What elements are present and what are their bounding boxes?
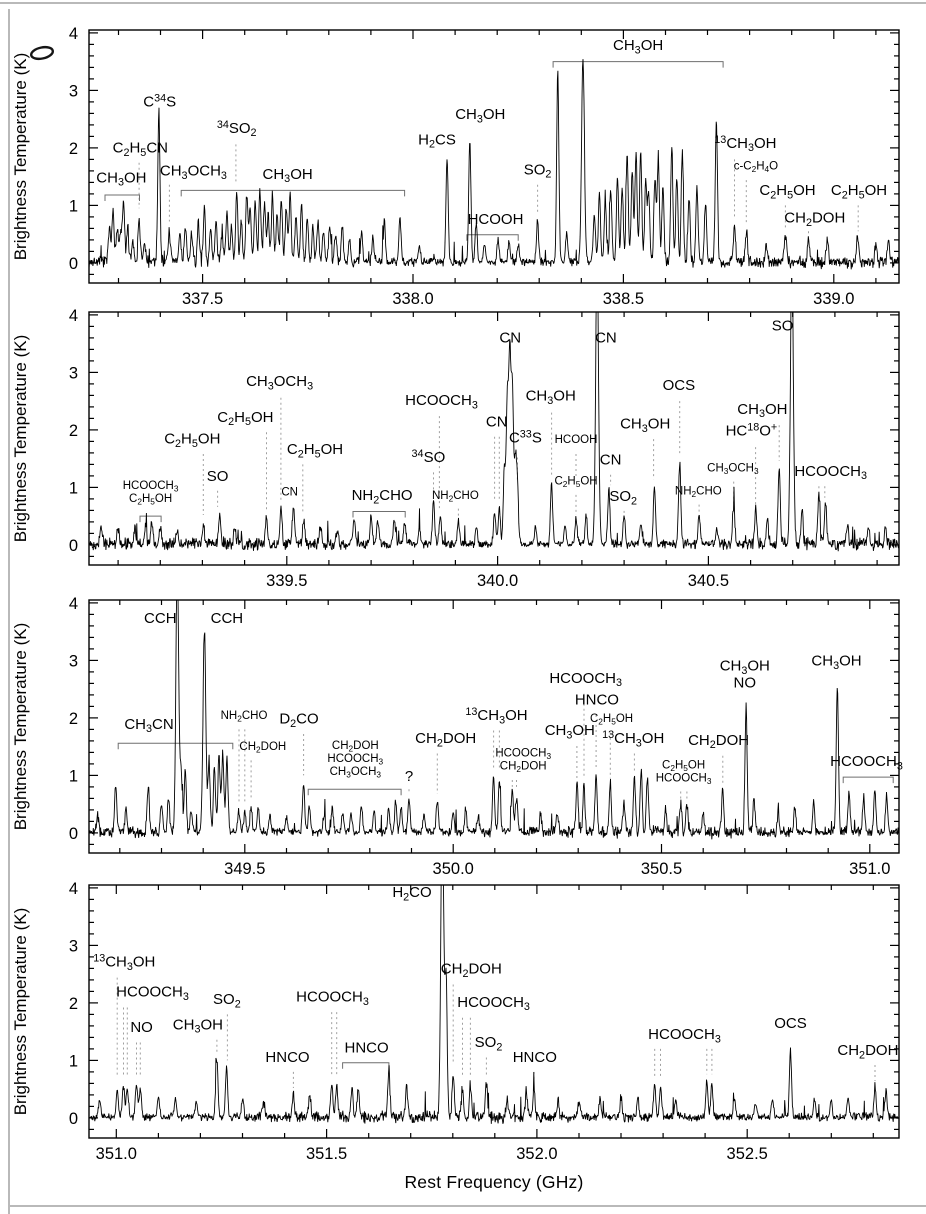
molecule-label: $HCOOCH_3$	[794, 462, 868, 483]
molecule-label: $CH_2DOH$	[688, 731, 750, 752]
molecule-label: $CH_3CN$	[124, 715, 174, 736]
x-tick-label: 339.5	[266, 572, 308, 590]
y-axis-title: Brightness Temperature (K)	[11, 622, 30, 831]
x-tick-label: 340.5	[687, 572, 730, 590]
axis-ticks	[89, 30, 899, 283]
y-tick-label: 0	[68, 254, 78, 273]
y-tick-label: 3	[68, 937, 78, 956]
spectrum-panel-3	[11, 568, 903, 878]
x-tick-label: 349.5	[224, 860, 266, 878]
molecule-label: $HCOOCH_3$	[655, 772, 712, 786]
x-axis-title: Rest Frequency (GHz)	[404, 1172, 584, 1192]
molecule-label: $CH_2DOH$	[239, 741, 287, 755]
x-tick-label: 352.5	[726, 1145, 768, 1163]
y-tick-label: 1	[68, 767, 78, 786]
range-brackets	[105, 62, 723, 241]
molecule-label: $CH_2DOH$	[440, 960, 502, 980]
x-tick-label: 338.5	[602, 290, 645, 308]
molecule-label: $H_2CO$	[392, 884, 432, 904]
y-tick-label: 4	[68, 879, 78, 898]
molecule-label: $C_2H_5OH$	[662, 759, 706, 773]
molecule-label: $^{34}$SO	[411, 448, 446, 467]
y-tick-label: 0	[68, 824, 78, 843]
molecule-label: $H_2CS$	[418, 131, 456, 151]
molecule-label: $HCOOCH_3$	[116, 983, 189, 1003]
molecule-label: $^{13}CH_3OH$	[714, 133, 777, 155]
y-tick-label: 4	[68, 24, 78, 43]
molecule-label: $C_2H_5OH$	[554, 475, 598, 489]
axis-ticks	[89, 885, 899, 1138]
spectrum-panel-1	[11, 25, 899, 308]
molecule-label: $CH_3OCH_3$	[329, 765, 382, 780]
molecule-label: CN	[595, 329, 617, 347]
spectrum-panel-2	[11, 254, 899, 590]
molecule-label: CN	[599, 451, 622, 469]
molecule-label: $CH_3OH$	[455, 106, 506, 126]
molecule-label: $^{13}CH_3OH$	[93, 952, 156, 973]
molecule-label: $CH_2DOH$	[331, 739, 379, 754]
molecule-label: HCOOH	[467, 210, 524, 228]
range-brackets	[140, 512, 405, 523]
molecule-label: CN	[499, 329, 522, 347]
range-brackets	[343, 1063, 389, 1069]
x-tick-label: 351.0	[95, 1145, 137, 1163]
molecule-label: HNCO	[344, 1039, 389, 1057]
molecule-label: $C_2H_5OH$	[759, 182, 816, 202]
molecule-label: $HCOOCH_3$	[495, 747, 552, 761]
molecule-label: $CH_3OCH_3$	[159, 162, 227, 182]
molecule-label: $HCOOCH_3$	[648, 1026, 721, 1046]
x-tick-label: 338.0	[392, 290, 434, 308]
x-tick-label: 352.0	[516, 1145, 558, 1163]
molecule-label: $SO_2$	[213, 991, 241, 1011]
bracket	[105, 195, 140, 201]
x-tick-label: 351.0	[849, 860, 891, 878]
molecule-label: $C_2H_5OH$	[164, 430, 221, 450]
molecule-label: $CH_3OCH_3$	[707, 462, 759, 476]
molecule-label: $C_2H_5OH$	[217, 408, 274, 429]
molecule-label: NO	[733, 674, 757, 692]
y-axis-title: Brightness Temperature (K)	[11, 907, 30, 1116]
molecule-label: $HCOOCH_3$	[457, 993, 530, 1014]
molecule-label: CCH	[210, 610, 244, 627]
y-tick-label: 4	[68, 594, 78, 613]
y-tick-label: 3	[68, 652, 78, 671]
x-tick-label: 339.0	[813, 290, 855, 308]
y-tick-label: 2	[68, 421, 78, 440]
molecule-label: $CH_3OH$	[613, 37, 664, 57]
y-tick-label: 0	[68, 536, 78, 555]
molecule-label: $C_2H_5OH$	[830, 182, 888, 202]
molecule-label: SO	[771, 317, 794, 335]
bracket	[843, 777, 893, 783]
molecule-label: $CH_3OH$	[96, 169, 147, 189]
molecule-label: $NH_2CHO$	[431, 489, 479, 504]
bracket	[353, 512, 405, 518]
molecule-label: $CH_3OH$	[719, 657, 770, 677]
spectrum-panel-4	[11, 797, 899, 1163]
molecule-label: $C^{34}S$	[143, 92, 177, 111]
molecule-label: $C_2H_5CN$	[112, 139, 168, 159]
molecule-label: $c-C_2H_4O$	[733, 160, 779, 175]
y-tick-label: 1	[68, 197, 78, 216]
molecule-label: $HCOOCH_3$	[405, 392, 478, 412]
molecule-label: $CH_3OCH_3$	[246, 373, 314, 393]
molecule-label: OCS	[774, 1015, 807, 1033]
molecule-label: SO	[206, 468, 229, 485]
bracket	[553, 62, 723, 68]
molecule-label: $CH_3OH$	[737, 400, 788, 421]
molecule-label: ?	[404, 768, 414, 786]
x-tick-label: 340.0	[476, 572, 519, 590]
molecule-label: $^{13}CH_3OH$	[602, 729, 665, 750]
molecule-label: $CH_3OH$	[262, 165, 313, 186]
y-tick-label: 3	[68, 82, 78, 101]
molecule-label: $SO_2$	[523, 161, 552, 181]
y-tick-label: 2	[68, 139, 78, 158]
y-axis-title: Brightness Temperature (K)	[11, 334, 30, 543]
molecule-label: CCH	[144, 610, 177, 627]
molecule-label: $NH_2CHO$	[351, 487, 413, 507]
molecule-label: $C_2H_5OH$	[286, 441, 344, 461]
molecule-label: $HCOOCH_3$	[549, 669, 623, 690]
molecule-label: $^{13}CH_3OH$	[465, 706, 528, 727]
y-tick-label: 2	[68, 994, 78, 1013]
molecule-label: CN	[485, 413, 508, 431]
molecule-label: $CH_2DOH$	[837, 1042, 899, 1062]
molecule-label: $NH_2CHO$	[674, 485, 722, 499]
y-tick-label: 1	[68, 1052, 78, 1071]
molecule-label: $C_2H_5OH$	[129, 493, 173, 507]
y-tick-label: 4	[68, 306, 78, 325]
molecule-label: $HCOOCH_3$	[122, 480, 179, 494]
y-tick-label: 3	[68, 364, 78, 383]
y-tick-label: 2	[68, 709, 78, 728]
molecule-label: $CH_3OH$	[525, 387, 576, 407]
molecule-label: $NH_2CHO$	[220, 710, 268, 724]
bracket	[308, 789, 401, 795]
molecule-label: OCS	[662, 377, 696, 395]
molecule-label: $^{34}SO_2$	[216, 118, 257, 140]
bracket	[343, 1063, 389, 1069]
molecule-label: HC$^{18}$O+	[725, 421, 778, 440]
molecule-label: $CH_3OH$	[544, 722, 595, 742]
molecule-label: $CH_3OH$	[172, 1016, 223, 1036]
molecule-label: $C^{33}S$	[508, 428, 542, 447]
axes	[89, 30, 899, 283]
x-tick-label: 350.5	[640, 860, 683, 878]
spectrum-trace	[89, 568, 899, 840]
molecule-label: $CH_3OH$	[811, 652, 862, 672]
molecule-label: HCOOH	[554, 434, 598, 447]
molecule-label: $CH_2DOH$	[499, 760, 547, 774]
x-tick-label: 351.5	[305, 1145, 348, 1163]
molecule-label: HNCO	[512, 1049, 557, 1067]
x-tick-label: 337.5	[181, 290, 224, 308]
y-tick-label: 1	[68, 479, 78, 498]
molecule-label: $C_2H_5OH$	[589, 712, 634, 727]
y-axis-title: Brightness Temperature (K)	[11, 52, 30, 261]
molecule-label: $SO_2$	[609, 488, 638, 508]
molecule-label: HNCO	[265, 1049, 310, 1067]
molecule-label: $HCOOCH_3$	[296, 988, 369, 1008]
molecule-label: $HCOOCH_3$	[327, 752, 384, 767]
molecule-label: $CH_2DOH$	[784, 209, 846, 229]
bracket	[181, 190, 404, 196]
molecule-label: $CH_2DOH$	[415, 730, 477, 750]
y-tick-label: 0	[68, 1109, 78, 1128]
molecule-label: $D_2CO$	[279, 710, 319, 730]
molecule-label: NO	[130, 1019, 153, 1037]
molecule-label: $CH_3OH$	[620, 415, 671, 435]
molecule-label: HNCO	[574, 691, 619, 709]
molecule-label: $SO_2$	[474, 1034, 503, 1054]
molecule-label: $HCOOCH_3$	[830, 753, 903, 773]
axes	[89, 885, 899, 1138]
x-tick-label: 350.0	[432, 860, 474, 878]
bracket	[140, 516, 161, 522]
molecule-label: CN	[281, 486, 299, 499]
